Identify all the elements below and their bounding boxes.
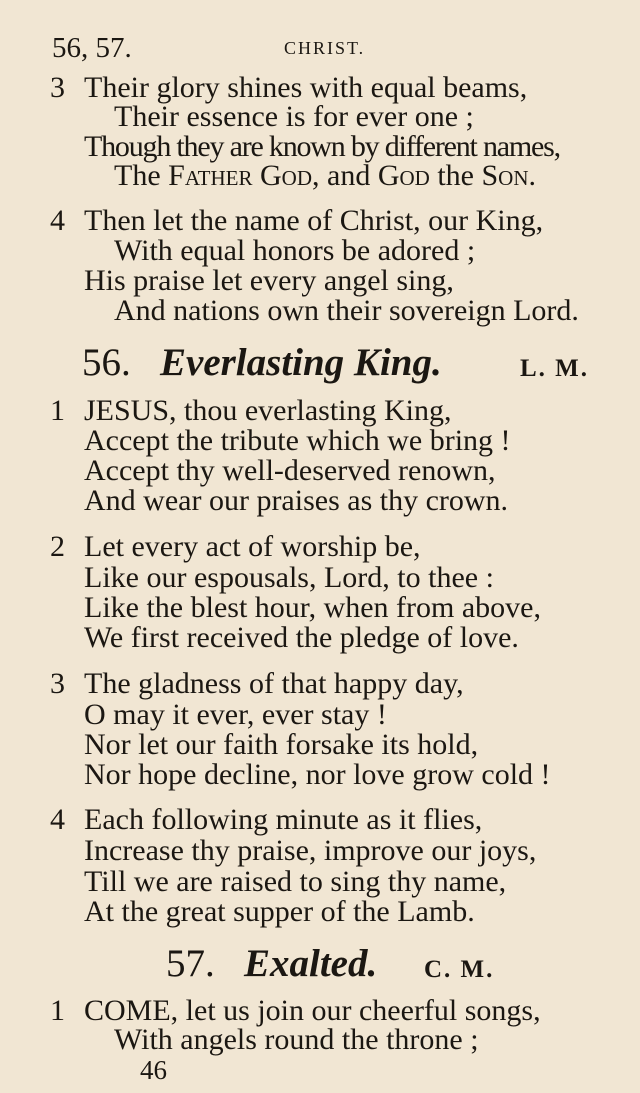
verse-number: 4 — [50, 204, 65, 237]
hymn-title: Everlasting King. — [160, 341, 442, 384]
header-hymn-numbers: 56, 57. — [52, 32, 132, 64]
hymnal-page: 56, 57. CHRIST. 3 Their glory shines with equal beams, Their essence is for ever one ; Though they are known by different names, The Father God, and God the Son. 4 Then let the name of Christ, our King, With equal honors be adored ; His praise let every angel sing, And nations own their sovereign Lord. 56. Everlasting King. L. M. 1 JESUS, thou everlasting King, Accept the tribute which we bring ! Accept thy well-deserved renown, And wear our praises as thy crown. 2 Let every act of worship be, Like our espousals, Lord, to thee : Like the blest hour, when from above, We first received the pledge of love. 3 The gladness of that happy day, O may it ever, ever stay ! Nor let our faith forsake its hold, Nor hope decline, nor love grow cold ! 4 Each following minute as it flies, Increase thy praise, improve our joys, Till we are raised to sing thy name, At the great supper of the Lamb. 57. Exalted. C. M. 1 COME, let us join our cheerful songs, With angels round the throne ; 46 — [0, 0, 640, 1093]
hymn-number: 56. — [82, 341, 131, 384]
verse-number: 1 — [50, 394, 65, 427]
running-header — [52, 32, 612, 64]
verse-number: 3 — [50, 71, 65, 104]
page-number: 46 — [140, 1055, 167, 1085]
hymn-number: 57. — [166, 942, 215, 985]
hymn-title: Exalted. — [244, 942, 378, 985]
verse-number: 1 — [50, 994, 65, 1027]
verse-number: 2 — [50, 530, 65, 563]
verse-number: 4 — [50, 803, 65, 836]
verse-number: 3 — [50, 667, 65, 700]
hymn-meter: C. M. — [424, 956, 495, 983]
hymn-meter: L. M. — [520, 355, 590, 382]
header-running-title: CHRIST. — [284, 38, 366, 58]
